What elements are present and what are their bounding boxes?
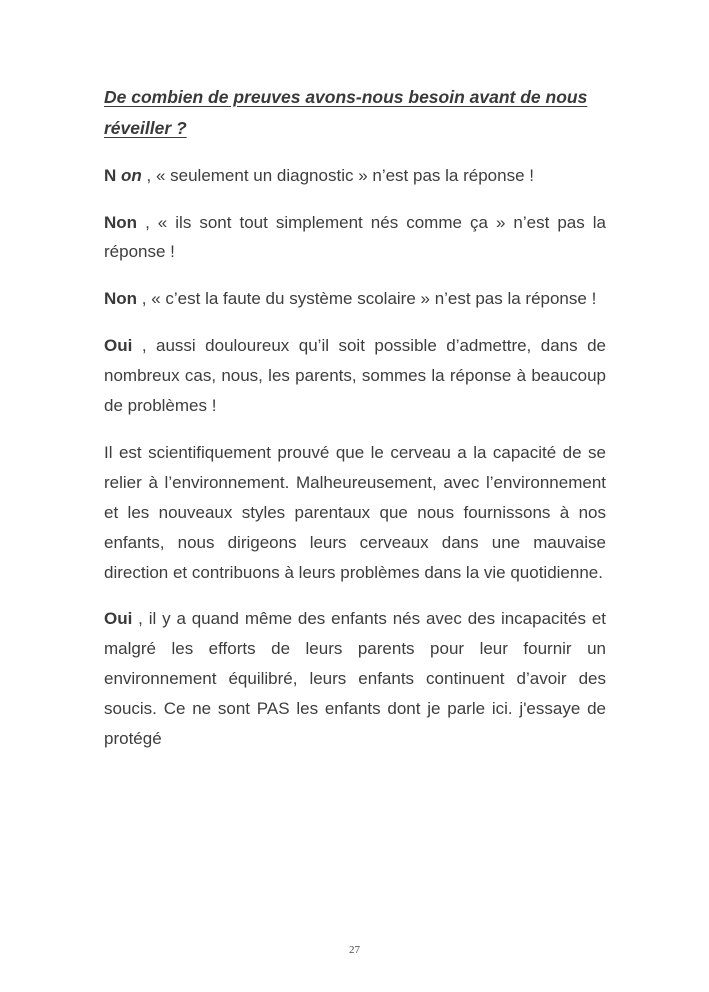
- lead-word: Oui: [104, 609, 133, 629]
- paragraph: [104, 438, 606, 588]
- paragraph-body: Il est scientifiquement prouvé que le cerveau a la capacité de se relier à l’environnement. Malheureusement, avec l’environnement et les nouveaux styles parentaux que nous fournissons à nos enfants, nous dirigeons leurs cerveaux dans une mauvaise direction et contribuons à leurs problèmes dans la vie quotidienne.: [104, 442, 606, 582]
- paragraph: [104, 604, 606, 754]
- lead-word: Non: [104, 289, 138, 309]
- page-content: [104, 82, 606, 771]
- paragraph-body: , « c’est la faute du système scolaire » n’est pas la réponse !: [137, 289, 597, 309]
- lead-word-italic: on: [121, 165, 142, 185]
- paragraph-body: , « ils sont tout simplement nés comme ça » n’est pas la réponse !: [104, 212, 606, 262]
- paragraph-body: , « seulement un diagnostic » n’est pas la réponse !: [141, 165, 534, 185]
- paragraph: [104, 208, 606, 268]
- paragraph: [104, 161, 606, 191]
- page-number: 27: [349, 944, 360, 956]
- lead-word: Non: [104, 212, 138, 232]
- lead-word: N: [104, 165, 121, 185]
- paragraph: [104, 284, 606, 314]
- paragraph: [104, 331, 606, 421]
- section-heading: De combien de preuves avons-nous besoin avant de nous réveiller ?: [104, 87, 588, 138]
- paragraph-body: , aussi douloureux qu’il soit possible d’admettre, dans de nombreux cas, nous, les parents, sommes la réponse à beaucoup de problèmes !: [104, 336, 606, 416]
- lead-word: Oui: [104, 336, 133, 356]
- paragraph-body: , il y a quand même des enfants nés avec des incapacités et malgré les efforts de leurs parents pour leur fournir un environnement équilibré, leurs enfants continuent d’avoir des soucis. Ce ne sont PAS les enfants dont je parle ici. j'essaye de protégé: [104, 609, 606, 749]
